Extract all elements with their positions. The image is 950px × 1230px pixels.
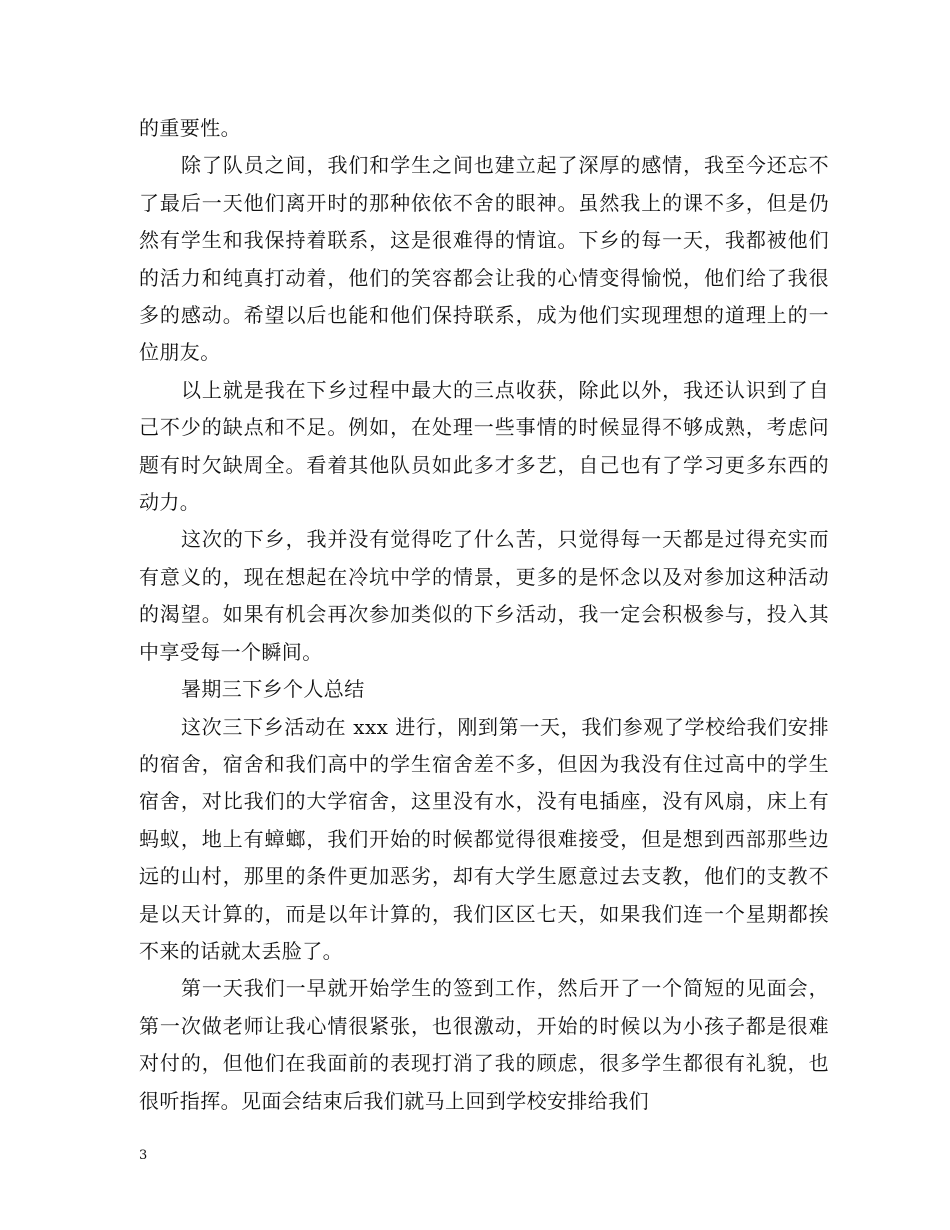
paragraph-three-gains: 以上就是我在下乡过程中最大的三点收获，除此以外，我还认识到了自己不少的缺点和不足。例如，在处理一些事情的时候显得不够成熟，考虑问题有时欠缺周全。看着其他队员如此多才多艺，自己也有了学习更多东西的动力。	[139, 377, 829, 515]
paragraph-continuation: 的重要性。	[139, 116, 241, 140]
document-body	[139, 110, 829, 1120]
paragraph-meaningful-trip: 这次的下乡，我并没有觉得吃了什么苦，只觉得每一天都是过得充实而有意义的，现在想起在冷坑中学的情景，更多的是怀念以及对参加这种活动的渴望。如果有机会再次参加类似的下乡活动，我一定会积极参与，投入其中享受每一个瞬间。	[139, 527, 829, 664]
section-heading: 暑期三下乡个人总结	[181, 677, 365, 702]
paragraph-team-and-students: 除了队员之间，我们和学生之间也建立起了深厚的感情，我至今还忘不了最后一天他们离开时的那种依依不舍的眼神。虽然我上的课不多，但是仍然有学生和我保持着联系，这是很难得的情谊。下乡的每一天，我都被他们的活力和纯真打动着，他们的笑容都会让我的心情变得愉悦，他们给了我很多的感动。希望以后也能和他们保持联系，成为他们实现理想的道理上的一位朋友。	[139, 153, 829, 365]
page-number: 3	[139, 1148, 148, 1163]
paragraph-first-day-dorm: 这次三下乡活动在 xxx 进行，刚到第一天，我们参观了学校给我们安排的宿舍，宿舍和我们高中的学生宿舍差不多，但因为我没有住过高中的学生宿舍，对比我们的大学宿舍，这里没有水，没有电插座，没有风扇，床上有蚂蚁，地上有蟑螂，我们开始的时候都觉得很难接受，但是想到西部那些边远的山村，那里的条件更加恶劣，却有大学生愿意过去支教，他们的支教不是以天计算的，而是以年计算的，我们区区七天，如果我们连一个星期都挨不来的话就太丢脸了。	[139, 714, 829, 963]
paragraph-first-day-meeting: 第一天我们一早就开始学生的签到工作，然后开了一个简短的见面会，第一次做老师让我心情很紧张，也很激动，开始的时候以为小孩子都是很难对付的，但他们在我面前的表现打消了我的顾虑，很多学生都很有礼貌，也很听指挥。见面会结束后我们就马上回到学校安排给我们	[139, 976, 829, 1113]
